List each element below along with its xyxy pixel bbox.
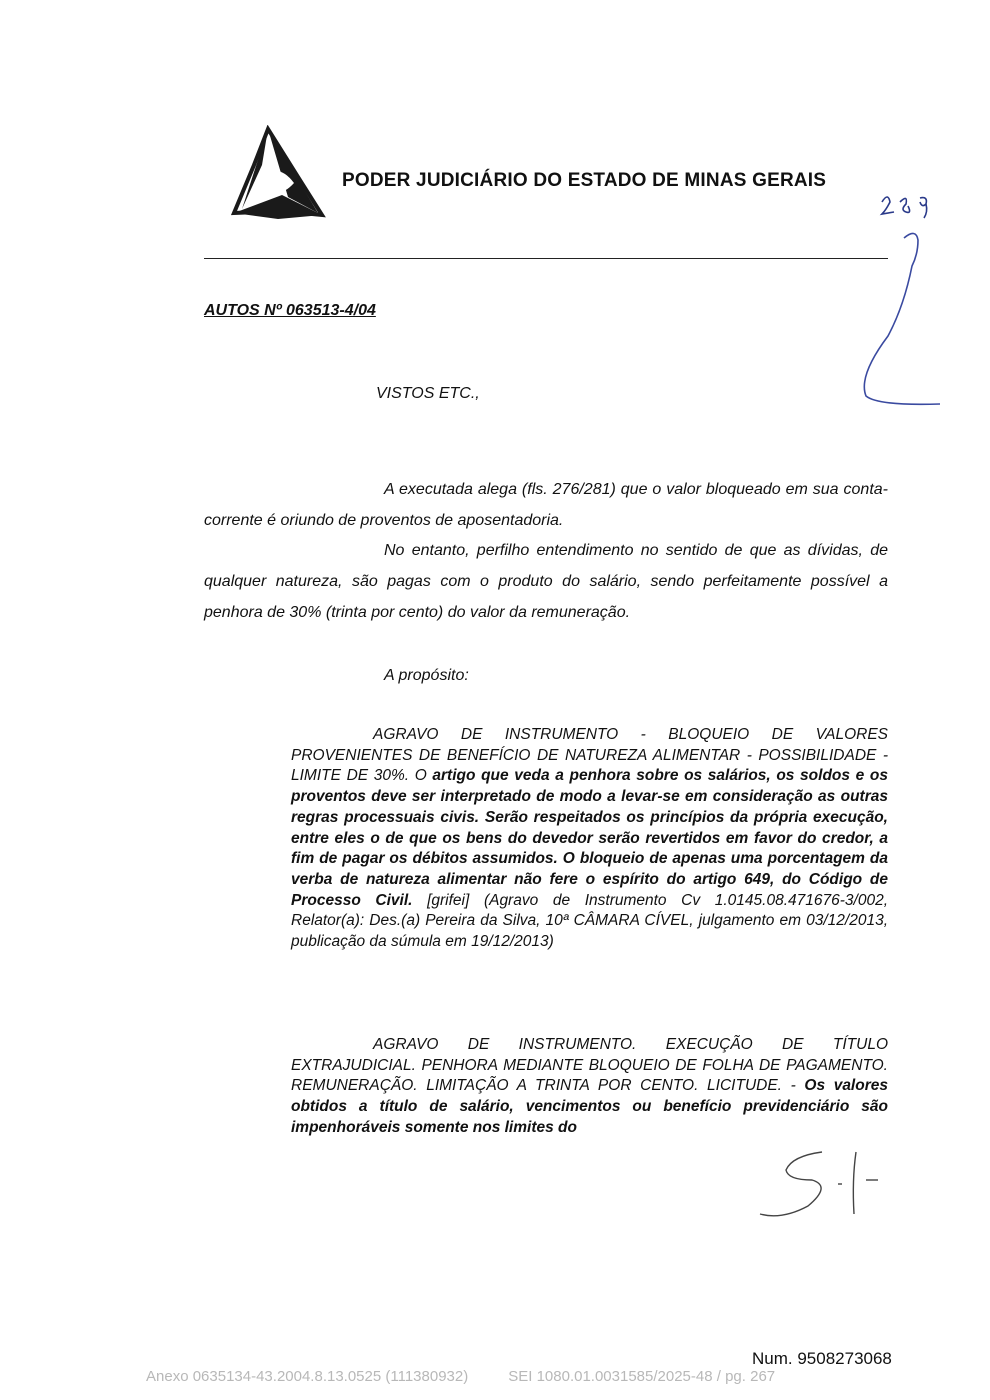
quote-1-bold: artigo que veda a penhora sobre os salários, os soldos e os proventos deve ser interpretado de modo a levar-se em consideração as outras regras processuais civis. Serão respeitados os princípios da própria execução, entre eles o de que os bens do devedor serão revertidos em favor do credor, a fim de pagar os débitos assumidos. O bloqueio de apenas uma porcentagem da verba de natureza alimentar não fere o espírito do artigo 649, do Código de Processo Civil. xyxy=(291,767,888,909)
document-number: Num. 9508273068 xyxy=(752,1349,892,1368)
quote-2-bold: Os valores obtidos a título de salário, vencimentos ou benefício previdenciário são impenhoráveis somente nos limites do xyxy=(291,1077,888,1136)
quote-2-lead: AGRAVO DE INSTRUMENTO. EXECUÇÃO DE TÍTULO EXTRAJUDICIAL. PENHORA MEDIANTE BLOQUEIO DE FOLHA DE PAGAMENTO. REMUNERAÇÃO. LIMITAÇÃO A TRINTA POR CENTO. LICITUDE. - xyxy=(291,1036,888,1095)
handwritten-signature xyxy=(752,1140,902,1220)
case-number: AUTOS Nº 063513-4/04 xyxy=(204,302,376,319)
court-logo xyxy=(228,125,326,223)
court-title: PODER JUDICIÁRIO DO ESTADO DE MINAS GERAIS xyxy=(342,170,827,191)
paragraph-2 xyxy=(204,535,888,628)
margin-annotation-stroke xyxy=(848,226,948,416)
handwritten-page-number xyxy=(876,186,936,222)
quote-1-tail: [grifei] (Agravo de Instrumento Cv 1.0145.08.471676-3/002, Relator(a): Des.(a) Pereira da Silva, 10ª CÂMARA CÍVEL, julgamento em 03/12/2013, publicação da súmula em 19/12/2013) xyxy=(291,891,888,951)
paragraph-3 xyxy=(204,660,888,691)
footer-sei: SEI 1080.01.0031585/2025-48 / pg. 267 xyxy=(508,1368,776,1385)
header-divider xyxy=(204,258,888,259)
paragraph-2-text: No entanto, perfilho entendimento no sentido de que as dívidas, de qualquer natureza, são pagas com o produto do salário, sendo perfeitamente possível a penhora de 30% (trinta por cento) do valor da remuneração. xyxy=(204,542,888,621)
greeting: VISTOS ETC., xyxy=(376,385,480,402)
jurisprudence-quote-2 xyxy=(291,1035,888,1139)
quote-1-lead: AGRAVO DE INSTRUMENTO - BLOQUEIO DE VALORES PROVENIENTES DE BENEFÍCIO DE NATUREZA ALIMENTAR - POSSIBILIDADE - LIMITE DE 30%. O xyxy=(291,726,888,785)
paragraph-1 xyxy=(204,474,888,536)
footer-annex: Anexo 0635134-43.2004.8.13.0525 (111380932) xyxy=(146,1368,469,1385)
paragraph-3-text: A propósito: xyxy=(384,667,469,684)
paragraph-1-text: A executada alega (fls. 276/281) que o valor bloqueado em sua conta-corrente é oriundo de proventos de aposentadoria. xyxy=(204,481,888,529)
footer-watermark xyxy=(146,1368,775,1385)
jurisprudence-quote-1 xyxy=(291,725,888,953)
